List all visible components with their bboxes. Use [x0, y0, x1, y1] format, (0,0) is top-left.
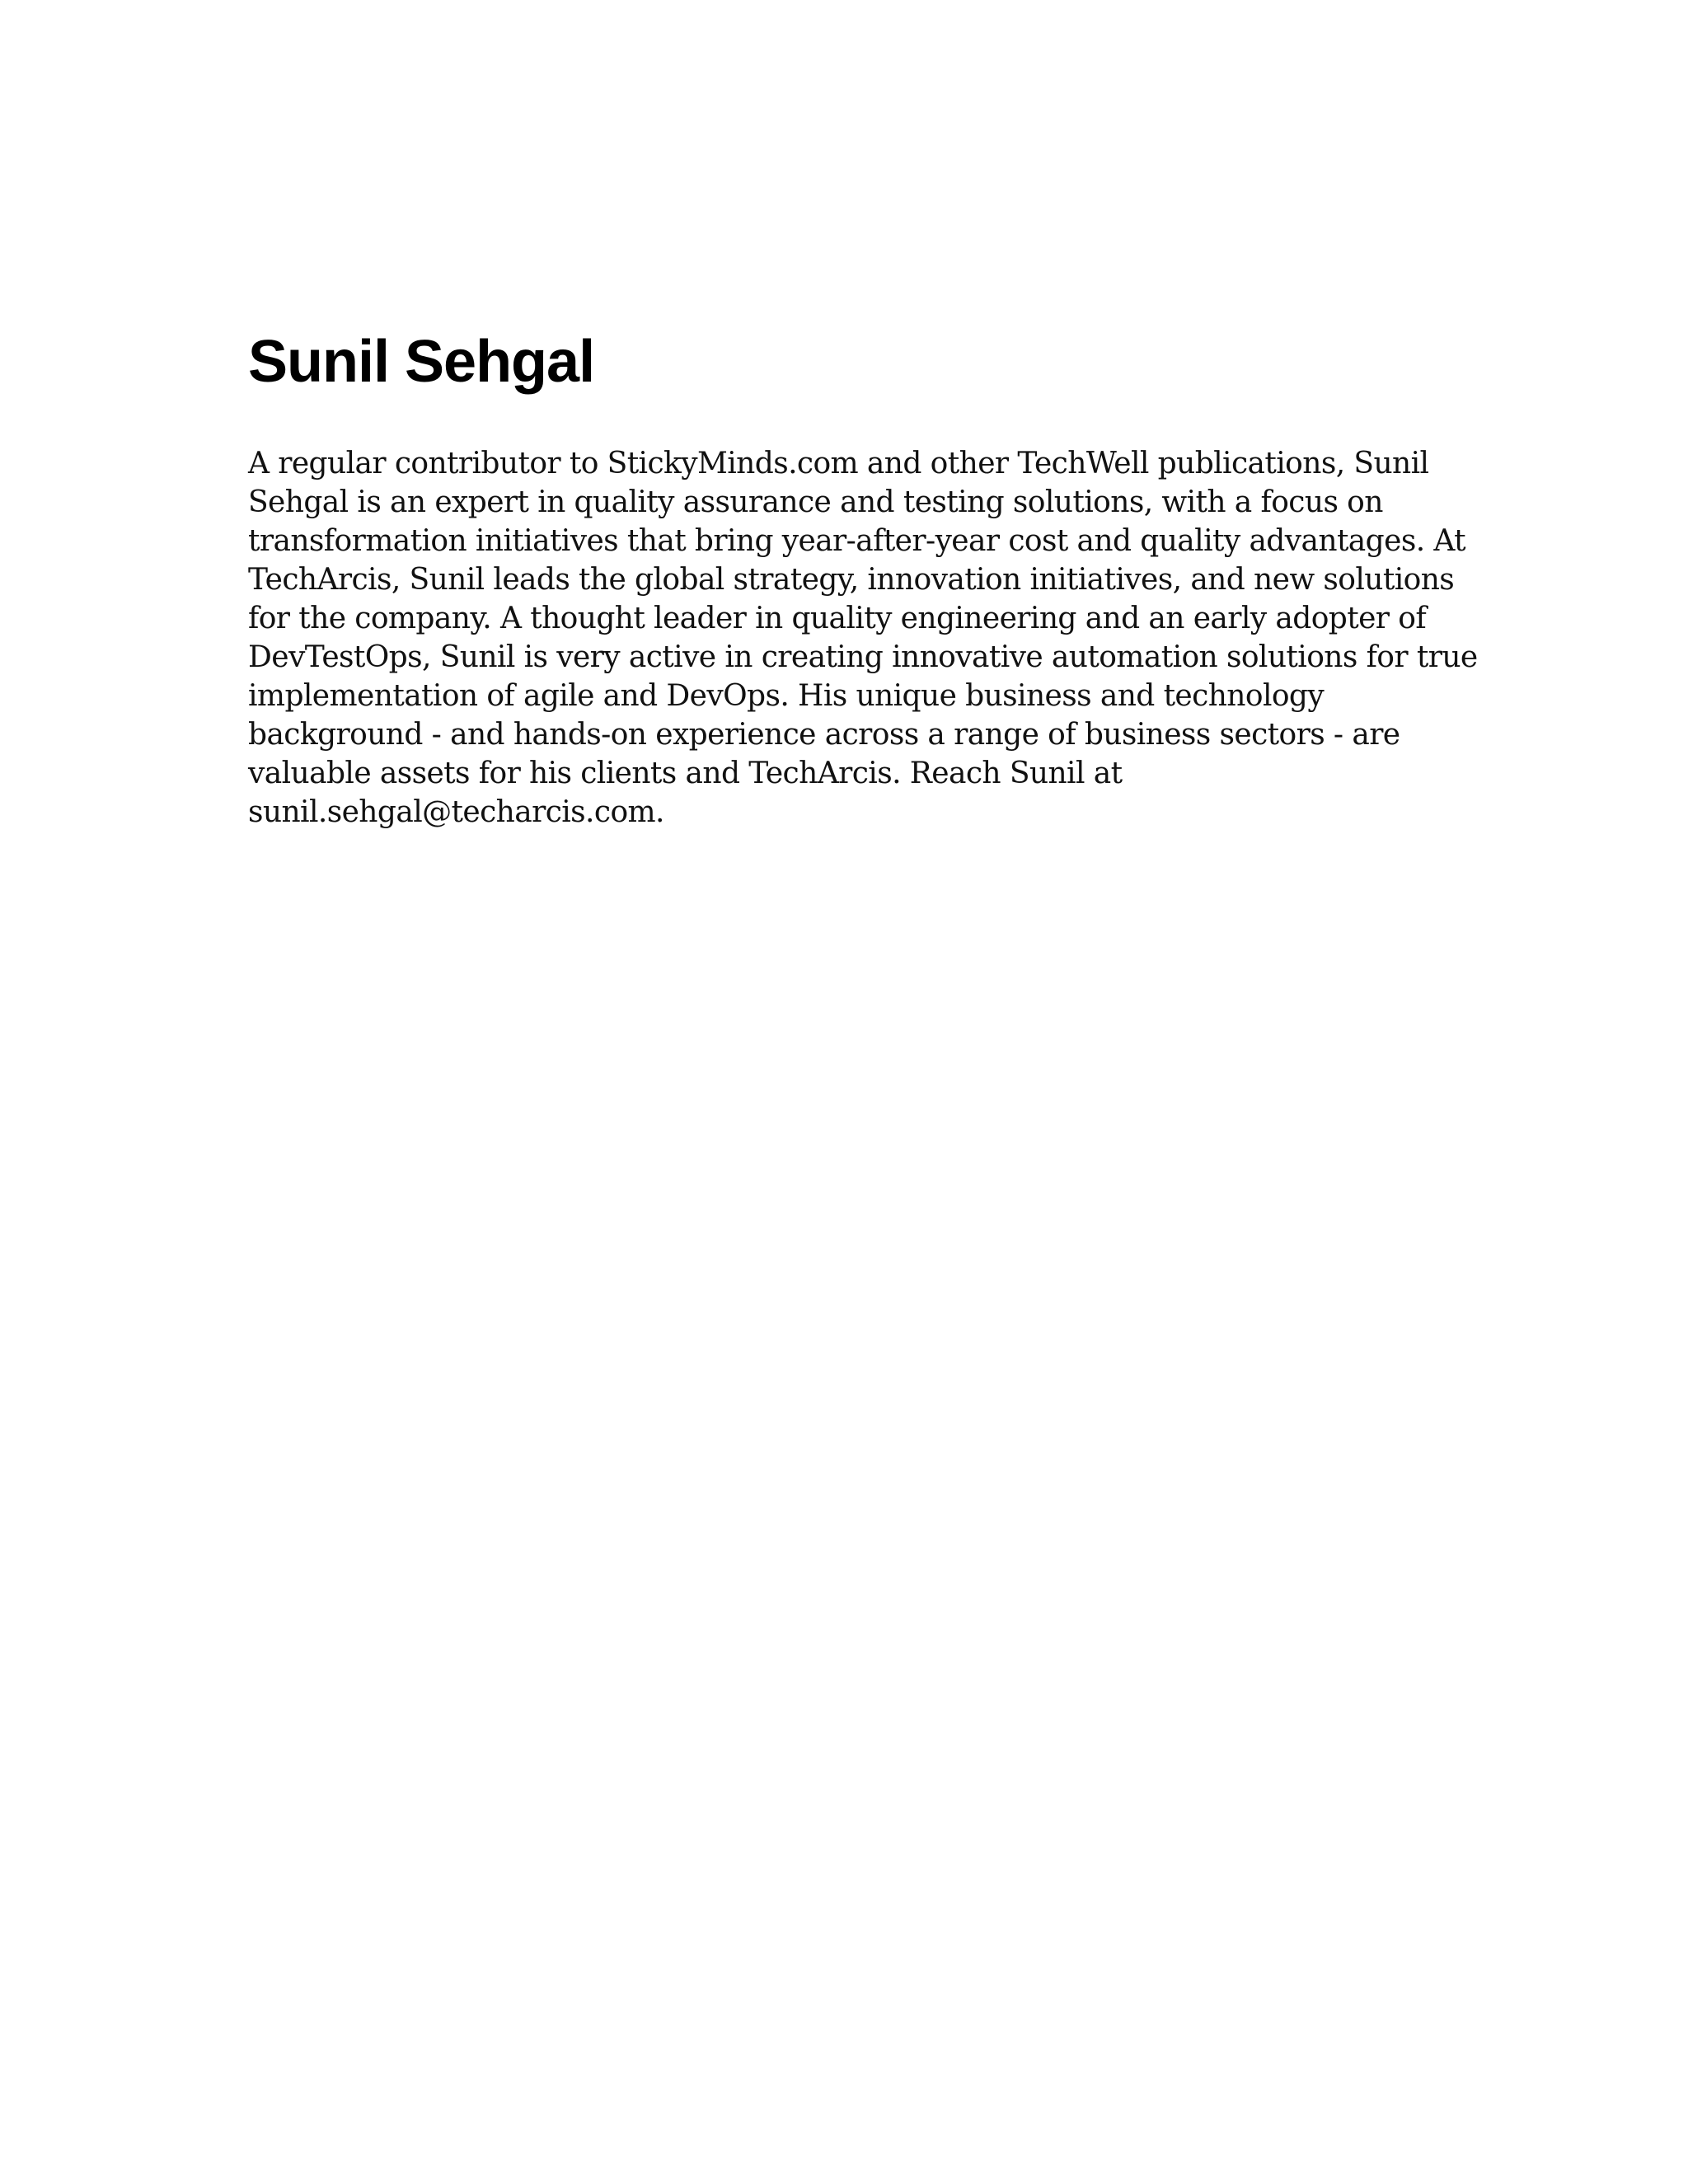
- author-bio-paragraph: [248, 444, 1478, 832]
- bio-line: DevTestOps, Sunil is very active in creating innovative automation solutions for true: [248, 640, 1478, 674]
- author-bio-section: [248, 328, 1478, 832]
- bio-line: A regular contributor to StickyMinds.com and other TechWell publications, Sunil: [248, 446, 1429, 480]
- bio-line: for the company. A thought leader in quality engineering and an early adopter of: [248, 601, 1427, 635]
- bio-line: transformation initiatives that bring year-after-year cost and quality advantages. At: [248, 523, 1466, 558]
- author-name-heading: Sunil Sehgal: [248, 329, 595, 395]
- bio-line: implementation of agile and DevOps. His unique business and technology: [248, 678, 1325, 713]
- bio-email-line: sunil.sehgal@techarcis.com.: [248, 794, 664, 829]
- bio-line: TechArcis, Sunil leads the global strategy, innovation initiatives, and new solutions: [248, 562, 1455, 597]
- bio-line: valuable assets for his clients and TechArcis. Reach Sunil at: [248, 756, 1123, 790]
- bio-line: Sehgal is an expert in quality assurance and testing solutions, with a focus on: [248, 485, 1383, 519]
- bio-line: background - and hands-on experience across a range of business sectors - are: [248, 717, 1400, 752]
